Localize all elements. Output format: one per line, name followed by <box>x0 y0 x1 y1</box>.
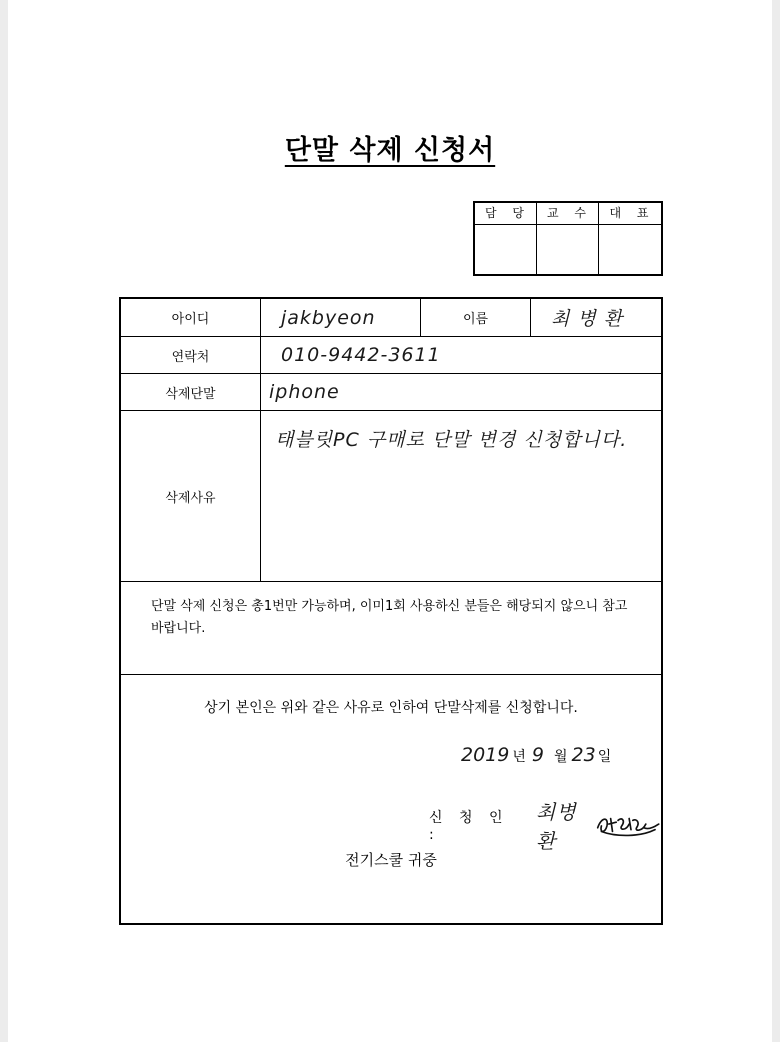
addressee: 전기스쿨 귀중 <box>345 851 437 869</box>
application-form <box>119 297 663 925</box>
approval-header-representative: 대 표 <box>599 203 661 225</box>
id-value: jakbyeon <box>261 299 421 336</box>
applicant-signature <box>594 810 661 840</box>
approval-sign-representative <box>599 225 661 274</box>
approval-sign-professor <box>537 225 599 274</box>
date-day: 23 <box>571 744 596 766</box>
reason-label: 삭제사유 <box>121 411 261 581</box>
row-id-name <box>121 299 661 337</box>
id-label: 아이디 <box>121 299 261 336</box>
device-value: iphone <box>269 381 340 403</box>
date-year: 2019 <box>461 744 510 766</box>
applicant-label: 신 청 인 : <box>429 810 509 843</box>
declaration-statement: 상기 본인은 위와 같은 사유로 인하여 단말삭제를 신청합니다. <box>204 700 578 716</box>
reason-value: 태블릿PC 구매로 단말 변경 신청합니다. <box>275 429 628 451</box>
applicant-line <box>429 796 661 854</box>
device-label: 삭제단말 <box>121 374 261 410</box>
date-day-unit: 일 <box>597 749 612 765</box>
contact-value: 010-9442-3611 <box>281 344 441 366</box>
date-year-unit: 년 <box>512 749 526 765</box>
approval-header-manager: 담 당 <box>475 203 537 225</box>
name-label: 이름 <box>421 299 531 336</box>
date-month-unit: 월 <box>553 749 568 765</box>
row-contact <box>121 337 661 374</box>
approval-header-professor: 교 수 <box>537 203 599 225</box>
row-reason <box>121 411 661 582</box>
contact-label: 연락처 <box>121 337 261 373</box>
approval-box <box>473 201 663 276</box>
approval-sign-manager <box>475 225 537 274</box>
application-date <box>461 744 611 766</box>
name-value: 최 병 환 <box>551 308 624 330</box>
document-title: 단말 삭제 신청서 <box>284 135 496 166</box>
row-device <box>121 374 661 411</box>
notice-text: 단말 삭제 신청은 총1번만 가능하며, 이미1회 사용하신 분들은 해당되지 않으니 참고바랍니다. <box>121 582 661 675</box>
date-month: 9 <box>531 744 544 766</box>
applicant-name: 최병환 <box>536 800 577 853</box>
